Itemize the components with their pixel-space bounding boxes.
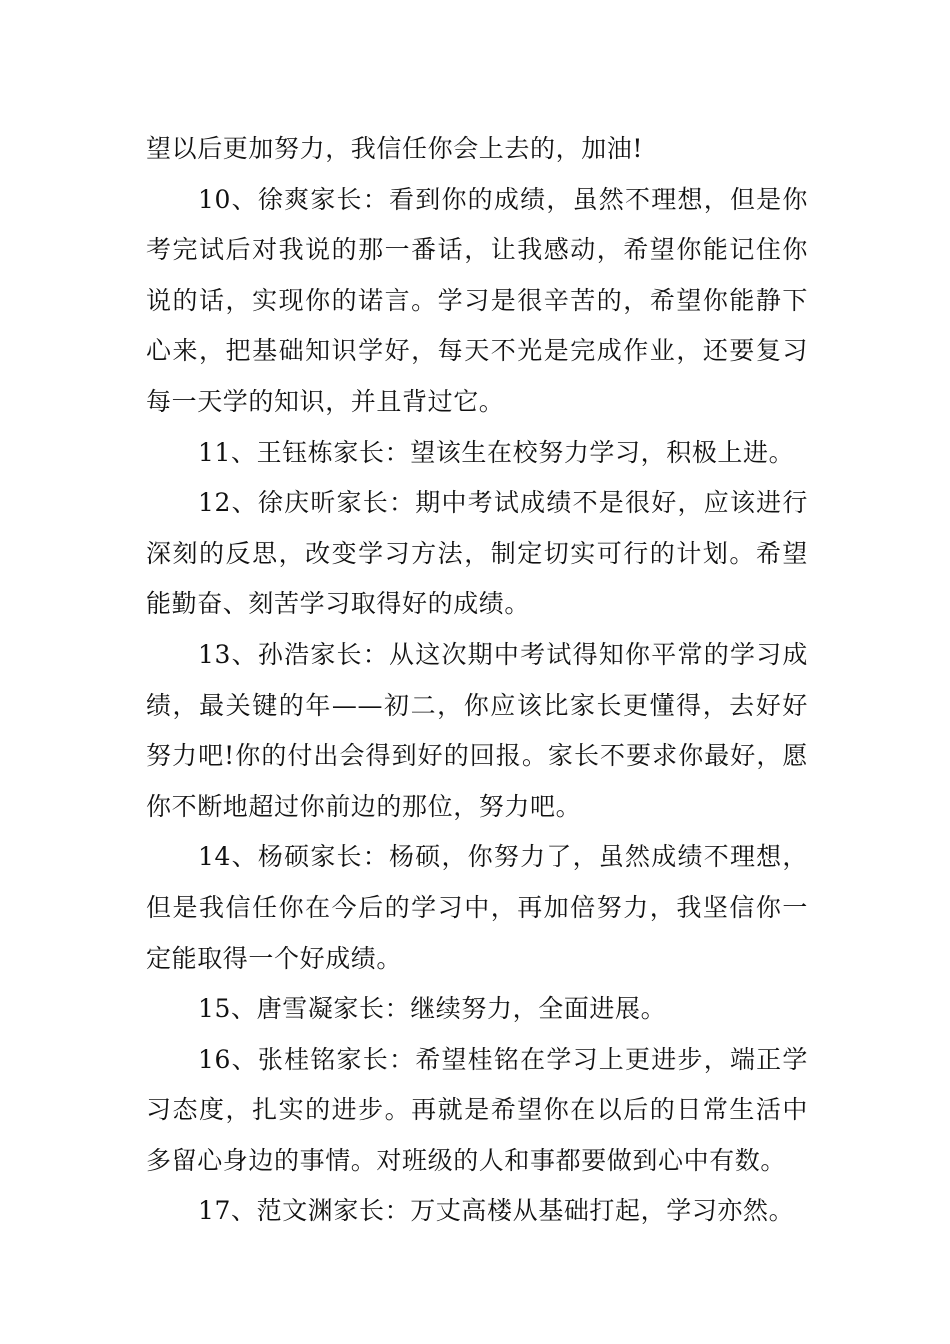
paragraph-comment-14: 14、杨硕家长：杨硕，你努力了，虽然成绩不理想，但是我信任你在今后的学习中，再加倍努力，我坚信你一定能取得一个好成绩。 [146,842,808,973]
paragraph-comment-10: 10、徐爽家长：看到你的成绩，虽然不理想，但是你考完试后对我说的那一番话，让我感动，希望你能记住你说的话，实现你的诺言。学习是很辛苦的，希望你能静下心来，把基础知识学好，每天不光是完成作业，还要复习每一天学的知识，并且背过它。 [146,184,808,416]
paragraph-comment-17: 17、范文渊家长：万丈高楼从基础打起，学习亦然。 [198,1196,795,1226]
document-body [146,124,808,1237]
paragraph-comment-11: 11、王钰栋家长：望该生在校努力学习，积极上进。 [198,437,795,467]
paragraph-comment-15: 15、唐雪凝家长：继续努力，全面进展。 [198,994,667,1024]
paragraph-comment-16: 16、张桂铭家长：希望桂铭在学习上更进步，端正学习态度，扎实的进步。再就是希望你在以后的日常生活中多留心身边的事情。对班级的人和事都要做到心中有数。 [146,1044,808,1175]
paragraph-comment-13: 13、孙浩家长：从这次期中考试得知你平常的学习成绩，最关键的年——初二，你应该比家长更懂得，去好好努力吧!你的付出会得到好的回报。家长不要求你最好，愿你不断地超过你前边的那位，努力吧。 [146,639,808,821]
paragraph-comment-12: 12、徐庆昕家长：期中考试成绩不是很好，应该进行深刻的反思，改变学习方法，制定切实可行的计划。希望能勤奋、刻苦学习取得好的成绩。 [146,488,808,619]
paragraph-continuation: 望以后更加努力，我信任你会上去的，加油! [146,134,644,163]
